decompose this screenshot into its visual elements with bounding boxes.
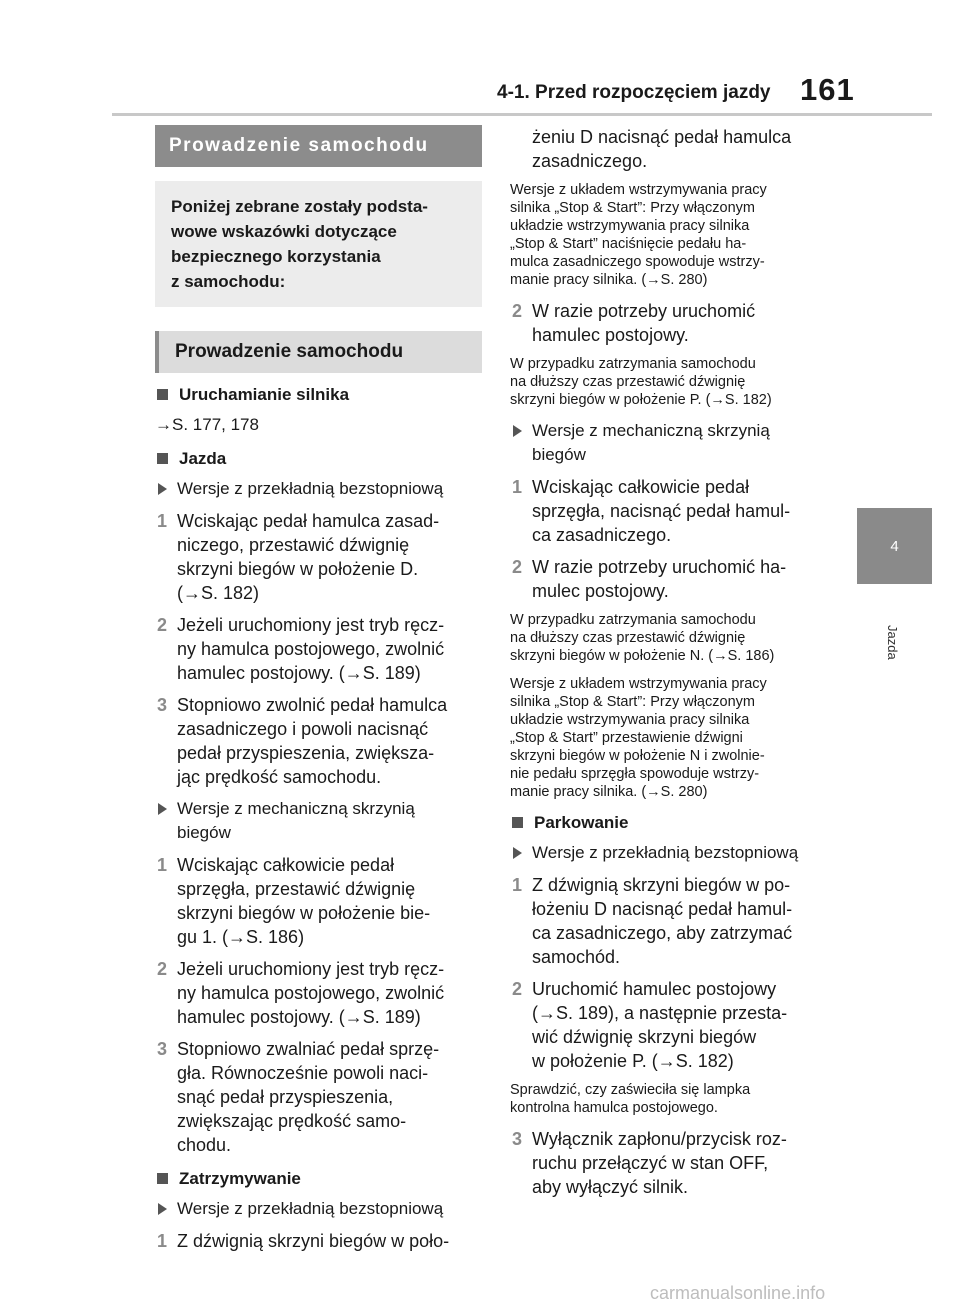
list-item	[155, 613, 482, 685]
heading-uruchamianie: Uruchamianie silnika	[155, 383, 482, 407]
list-item	[510, 475, 832, 547]
step-number: 1	[157, 855, 168, 875]
heading-parkowanie: Parkowanie	[510, 811, 832, 835]
intro-box	[155, 181, 482, 307]
header-rule	[112, 113, 932, 116]
note-text: W przypadku zatrzymania samochodu na dłuższy czas przestawić dźwignię skrzyni biegów w położenie P. (→S. 182)	[510, 356, 772, 408]
page-number: 161	[800, 72, 855, 107]
step-number: 3	[157, 695, 168, 715]
note-text: Sprawdzić, czy zaświeciła się lampka kontrolna hamulca postojowego.	[510, 1082, 751, 1116]
chapter-label: Jazda	[885, 625, 900, 660]
heading-zatrzymywanie: Zatrzymywanie	[155, 1167, 482, 1191]
list-item	[155, 853, 482, 949]
step-number: 1	[512, 477, 523, 497]
step-text: Wyłącznik zapłonu/przycisk roz- ruchu przełączyć w stan OFF, aby wyłączyć silnik.	[532, 1129, 787, 1197]
step-text: Wciskając całkowicie pedał sprzęgła, przestawić dźwignię skrzyni biegów w położenie bie- gu 1. (→S. 186)	[177, 855, 431, 947]
step-number: 3	[157, 1039, 168, 1059]
step-text: Jeżeli uruchomiony jest tryb ręcz- ny hamulca postojowego, zwolnić hamulec postojowy. (→S. 189)	[177, 959, 445, 1027]
variant-label-manual: Wersje z mechaniczną skrzynią biegów	[510, 419, 832, 467]
step-text: Wciskając pedał hamulca zasad- niczego, przestawić dźwignię skrzyni biegów w położenie D. (→S. 182)	[177, 511, 440, 603]
list-item	[510, 873, 832, 969]
step-number: 2	[512, 557, 523, 577]
step-text: Jeżeli uruchomiony jest tryb ręcz- ny hamulca postojowego, zwolnić hamulec postojowy. (→S. 189)	[177, 615, 445, 683]
variant-label-bezstop: Wersje z przekładnią bezstopniową	[510, 841, 832, 865]
step-number: 1	[157, 511, 168, 531]
variant-label-bezstop: Wersje z przekładnią bezstopniową	[155, 1197, 482, 1221]
step-number: 1	[512, 875, 523, 895]
section-title: 4-1. Przed rozpoczęciem jazdy	[497, 82, 771, 103]
list-item	[155, 693, 482, 789]
list-item	[155, 1229, 482, 1253]
step-number: 2	[157, 615, 168, 635]
sub-heading: Prowadzenie samochodu	[155, 331, 482, 373]
list-item	[510, 299, 832, 347]
heading-jazda: Jazda	[155, 447, 482, 471]
reference-uruchamianie: →S. 177, 178	[155, 415, 259, 434]
list-item	[510, 555, 832, 603]
list-item	[510, 977, 832, 1073]
step-number: 2	[157, 959, 168, 979]
right-column	[510, 125, 832, 1207]
note-text: W przypadku zatrzymania samochodu na dłuższy czas przestawić dźwignię skrzyni biegów w położenie N. (→S. 186)	[510, 612, 775, 664]
intro-text: Poniżej zebrane zostały podsta- wowe wskazówki dotyczące bezpiecznego korzystania z samochodu:	[171, 197, 428, 291]
step-text: Wciskając całkowicie pedał sprzęgła, nacisnąć pedał hamul- ca zasadniczego.	[532, 477, 791, 545]
list-item	[155, 1037, 482, 1157]
step-text: Stopniowo zwalniać pedał sprzę- gła. Równocześnie powoli naci- snąć pedał przyspieszenia, zwiększając prędkość samo- chodu.	[177, 1039, 440, 1155]
watermark: carmanualsonline.info	[650, 1283, 826, 1303]
step-number: 1	[157, 1231, 168, 1251]
left-column	[155, 125, 482, 1261]
step-number: 3	[512, 1129, 523, 1149]
step-text: Uruchomić hamulec postojowy (→S. 189), a następnie przesta- wić dźwignię skrzyni biegów w położenie P. (→S. 182)	[532, 979, 788, 1071]
list-item	[510, 1127, 832, 1199]
step-text: Z dźwignią skrzyni biegów w po- łożeniu D nacisnąć pedał hamul- ca zasadniczego, aby zatrzymać samochód.	[532, 875, 793, 967]
chapter-tab	[857, 508, 932, 584]
step-continuation: żeniu D nacisnąć pedał hamulca zasadniczego.	[532, 127, 792, 171]
step-number: 2	[512, 979, 523, 999]
variant-label-manual: Wersje z mechaniczną skrzynią biegów	[155, 797, 482, 845]
step-text: Z dźwignią skrzyni biegów w poło-	[177, 1231, 450, 1251]
chapter-number: 4	[890, 538, 899, 555]
step-text: W razie potrzeby uruchomić hamulec postojowy.	[532, 301, 756, 345]
main-banner: Prowadzenie samochodu	[155, 125, 482, 167]
note-text: Wersje z układem wstrzymywania pracy silnika „Stop & Start”: Przy włączonym układzie wstrzymywania pracy silnika „Stop & Start” przestawienie dźwigni skrzyni biegów w położenie N i zwolnie- nie pedału sprzęgła spowoduje wstrzy- manie pracy silnika. (→S. 280)	[510, 676, 767, 800]
step-text: Stopniowo zwolnić pedał hamulca zasadniczego i powoli nacisnąć pedał przyspieszenia, zwiększa- jąc prędkość samochodu.	[177, 695, 448, 787]
variant-label-bezstop: Wersje z przekładnią bezstopniową	[155, 477, 482, 501]
list-item	[155, 957, 482, 1029]
step-text: W razie potrzeby uruchomić ha- mulec postojowy.	[532, 557, 787, 601]
note-text: Wersje z układem wstrzymywania pracy silnika „Stop & Start”: Przy włączonym układzie wstrzymywania pracy silnika „Stop & Start” naciśnięcie pedału ha- mulca zasadniczego spowoduje wstrzy- manie pracy silnika. (→S. 280)	[510, 182, 767, 288]
list-item	[155, 509, 482, 605]
step-number: 2	[512, 301, 523, 321]
